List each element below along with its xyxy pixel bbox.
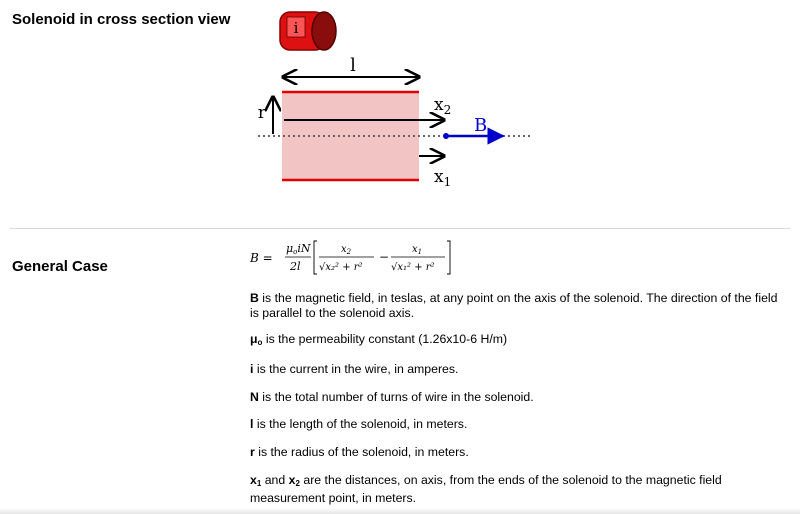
section-title-general-case: General Case	[12, 258, 108, 275]
svg-text:μoiN: μoiN	[286, 242, 311, 256]
solenoid-diagram	[0, 0, 800, 230]
bottom-shadow	[0, 508, 800, 514]
current-coil-icon	[280, 12, 336, 50]
length-label: l	[350, 55, 356, 76]
definition-n: N is the total number of turns of wire in the solenoid.	[250, 390, 534, 404]
x1-label: $x_1$	[434, 167, 452, 189]
svg-text:x1: $x_1$	[412, 244, 423, 256]
svg-text:x2: $x_2$	[341, 244, 352, 256]
definition-b: B is the magnetic field, in teslas, at any point on the axis of the solenoid. The direction of the field is parallel to the solenoid axis.	[250, 291, 778, 320]
radius-label: r	[257, 103, 267, 123]
definition-l: l is the length of the solenoid, in meters.	[250, 417, 468, 431]
section-title-cross-section: Solenoid in cross section view	[12, 11, 231, 28]
svg-text:−: −	[379, 250, 390, 264]
definition-x: $x_1$ and $x_2$ are the distances, on axis, from the ends of the solenoid to the magnetic field measurement point, in meters.	[250, 473, 722, 505]
svg-text:B =: B =	[250, 251, 273, 265]
field-label: B	[474, 115, 488, 136]
solenoid-field-formula	[250, 238, 460, 281]
definition-mu: $\mu_o$ is the permeability constant (1.26x10-6 H/m)	[250, 332, 508, 347]
current-label: i	[293, 19, 299, 37]
svg-text:√x₁² + r²: √x₁² + r²	[391, 262, 435, 273]
definition-i: i is the current in the wire, in amperes.	[250, 362, 459, 376]
svg-text:√x₂² + r²: √x₂² + r²	[319, 262, 363, 273]
svg-text:2l: 2l	[290, 260, 301, 273]
definition-r: r is the radius of the solenoid, in meters.	[250, 445, 469, 459]
x2-label: $x_2$	[434, 95, 452, 117]
